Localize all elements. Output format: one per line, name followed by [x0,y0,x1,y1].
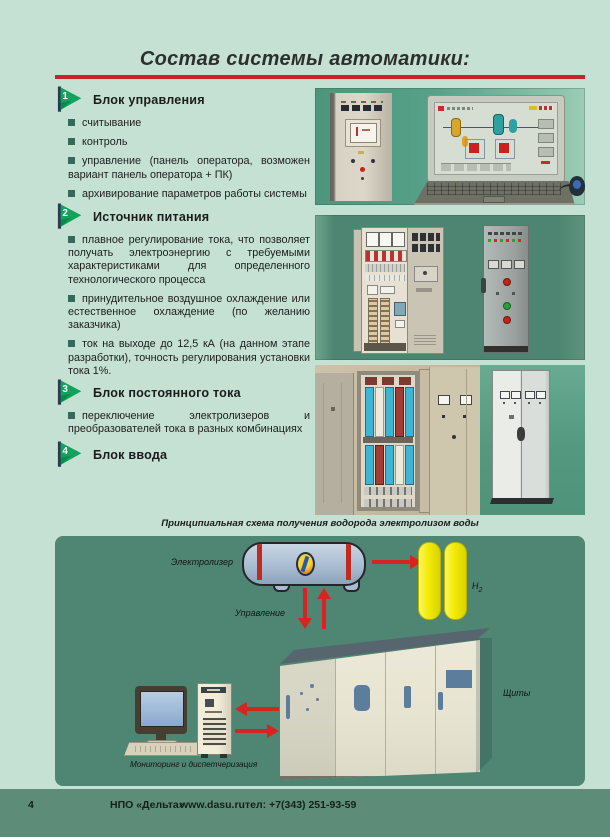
diagram-caption: Принципиальная схема получения водорода электролизом воды [161,518,479,529]
cabinets-label: Щиты [503,688,531,698]
red-arrow-right-icon [372,555,422,569]
busbar-cabinet-photo [315,365,480,515]
laptop [413,92,585,202]
title-rule [55,75,585,79]
laptop-keyboard [413,181,575,205]
red-arrow-up-icon [317,588,331,629]
svg-text:2: 2 [62,208,68,220]
section-title: Блок управления [93,93,205,107]
monitor [135,686,187,734]
section-marker-flag-icon [57,203,84,231]
square-bullet-icon [68,412,75,419]
bullet-item: управление (панель оператора, возможен вариант панель оператора + ПК) [68,155,310,181]
square-bullet-icon [68,190,75,197]
hydrogen-process-diagram [55,536,585,786]
h2-label: $H_2$ [472,581,483,594]
control-cabinet [330,93,392,201]
page-number: 4 [28,799,34,811]
red-arrow-right-icon [235,724,279,738]
square-bullet-icon [68,236,75,243]
open-cabinet [353,227,442,353]
page-title: Состав системы автоматики: [139,48,471,70]
bullet-item: ток на выходе до 12,5 кА (на данном этапе разработки), точность регулирования установки тока 1%. [68,338,310,377]
double-door-cabinet [492,370,550,501]
laptop-screen [427,95,565,183]
monitoring-label: Мониторинг и диспетчеризация [130,760,258,769]
hydrogen-cylinders [418,542,467,620]
section-marker-flag-icon [57,379,84,407]
electrolyzer-label: Электролизер [170,557,233,567]
footer-phone: тел: +7(343) 251-93-59 [245,799,357,811]
section-power-source [55,203,311,378]
cabinet-row [280,628,492,780]
pc-tower [197,683,232,755]
section-title: Источник питания [93,210,210,224]
square-bullet-icon [68,119,75,126]
bullet-item: принудительное воздушное охлаждение или естественное охлаждение (по желанию заказчика) [68,292,310,332]
square-bullet-icon [68,157,75,164]
section-title: Блок постоянного тока [93,386,241,400]
section-marker-flag-icon [57,441,84,469]
bullet-item: контроль [68,136,310,149]
svg-text:3: 3 [62,384,68,396]
bullet-item: плавное регулирование тока, что позволяет получать электроэнергию с требуемыми характеристиками для определенного технологического процесса [68,234,310,286]
section-marker-flag-icon [57,86,84,114]
closed-grey-cabinet [483,225,529,353]
svg-text:4: 4 [62,446,68,458]
red-arrow-left-icon [235,702,279,716]
square-bullet-icon [68,295,75,302]
section-dc-unit [55,379,311,436]
bullet-item: считывание [68,117,310,130]
bullet-item: переключение электролизеров и преобразователей тока в разных комбинациях [68,410,310,436]
section-control-unit [55,86,311,201]
footer-website: www.dasu.ru [180,799,245,811]
red-arrow-down-icon [298,588,312,629]
square-bullet-icon [68,138,75,145]
cabinet-display [345,119,381,147]
control-label: Управление [235,608,286,618]
tank-emblem [296,552,315,576]
photo-power-source-cabinets [315,215,585,360]
bullet-item: архивирование параметров работы системы [68,188,310,201]
footer-company: НПО «Дельта» [110,799,185,811]
svg-text:1: 1 [62,91,68,103]
section-title: Блок ввода [93,448,168,462]
square-bullet-icon [68,340,75,347]
cabinet-front [280,640,480,780]
keyboard [124,742,202,756]
photo-dc-switching-cabinets [315,365,585,515]
section-input-unit [55,441,311,472]
footer-bar [0,789,610,837]
photo-control-cabinet-and-laptop [315,88,585,205]
computer-mouse [569,176,585,196]
electrolyzer-tank [242,542,366,586]
